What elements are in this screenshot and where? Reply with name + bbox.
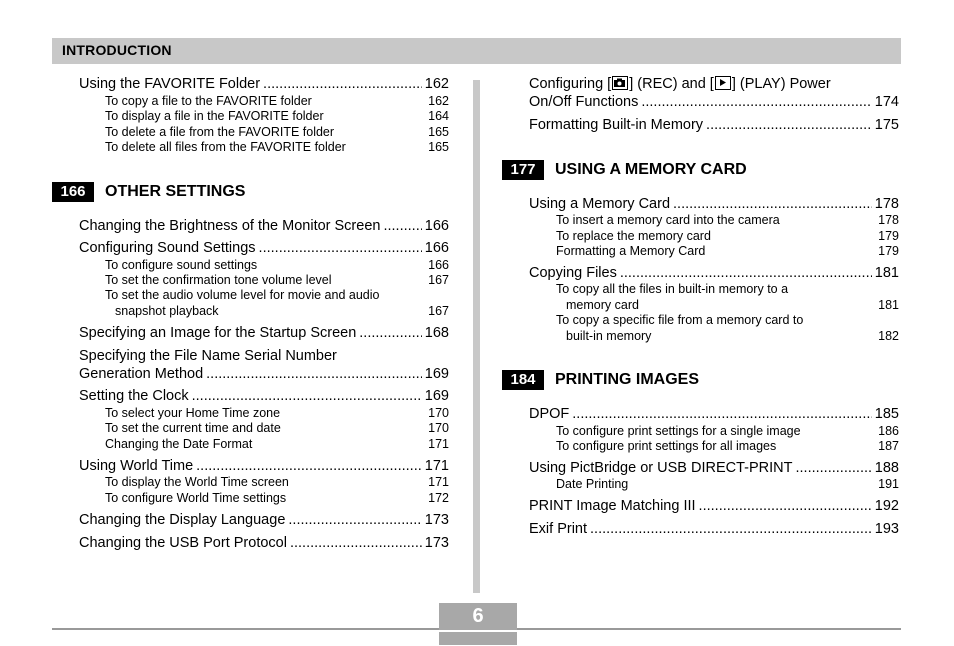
toc-subentry[interactable]: To set the current time and date 170: [105, 421, 449, 435]
column-divider: [473, 80, 480, 593]
toc-subentry[interactable]: To copy a file to the FAVORITE folder 162: [105, 94, 449, 108]
section-printing-images: [502, 370, 699, 390]
toc-entry-print-image-matching[interactable]: PRINT Image Matching III ..... 192: [529, 498, 899, 516]
toc-subentry[interactable]: To delete a file from the FAVORITE folder 165: [105, 125, 449, 139]
toc-subentry[interactable]: To display a file in the FAVORITE folder 164: [105, 109, 449, 123]
toc-entry-serial[interactable]: Generation Method ..... 169: [79, 366, 449, 384]
toc-entry-pictbridge[interactable]: Using PictBridge or USB DIRECT-PRINT ..... 188: [529, 460, 899, 478]
toc-subentry[interactable]: To display the World Time screen 171: [105, 475, 449, 489]
page-number: 6: [439, 603, 517, 630]
toc-entry-usb-protocol[interactable]: Changing the USB Port Protocol ..... 173: [79, 535, 449, 553]
toc-entry-formatting[interactable]: Formatting Built-in Memory ..... 175: [529, 117, 899, 135]
section-page-badge: 166: [52, 182, 94, 202]
toc-subentry-audio-line1[interactable]: To set the audio volume level for movie and audio: [105, 288, 380, 302]
toc-subentry[interactable]: To configure print settings for a single image 186: [556, 424, 899, 438]
toc-subentry[interactable]: To insert a memory card into the camera 178: [556, 213, 899, 227]
section-memory-card: [502, 160, 747, 180]
camera-icon: [612, 76, 628, 90]
toc-subentry[interactable]: Date Printing 191: [556, 477, 899, 491]
section-header-title: INTRODUCTION: [62, 42, 172, 58]
play-icon: [715, 76, 731, 90]
toc-subentry[interactable]: To configure sound settings 166: [105, 258, 449, 272]
toc-entry-sound[interactable]: Configuring Sound Settings ..... 166: [79, 240, 449, 258]
toc-subentry-copy-specific-line1[interactable]: To copy a specific file from a memory card to: [556, 313, 804, 327]
toc-subentry[interactable]: Changing the Date Format 171: [105, 437, 449, 451]
toc-subentry-copy-all-line2[interactable]: memory card 181: [566, 298, 899, 312]
toc-entry-favorite[interactable]: Using the FAVORITE Folder ..... 162: [79, 76, 449, 94]
toc-subentry[interactable]: To delete all files from the FAVORITE folder 165: [105, 140, 449, 154]
toc-entry-dpof[interactable]: DPOF ..... 185: [529, 406, 899, 424]
section-page-badge: 177: [502, 160, 544, 180]
section-page-badge: 184: [502, 370, 544, 390]
toc-subentry[interactable]: Formatting a Memory Card 179: [556, 244, 899, 258]
toc-subentry[interactable]: To select your Home Time zone 170: [105, 406, 449, 420]
section-title: PRINTING IMAGES: [555, 371, 700, 388]
page-number-base: [439, 632, 517, 645]
section-header: [52, 38, 901, 64]
toc-entry-world-time[interactable]: Using World Time ..... 171: [79, 458, 449, 476]
toc-entry-startup[interactable]: Specifying an Image for the Startup Screen ..... 168: [79, 325, 449, 343]
toc-subentry-copy-all-line1[interactable]: To copy all the files in built-in memory to a: [556, 282, 789, 296]
section-other-settings: [52, 182, 245, 202]
toc-subentry-copy-specific-line2[interactable]: built-in memory 182: [566, 329, 899, 343]
toc-subentry[interactable]: To set the confirmation tone volume level 167: [105, 273, 449, 287]
toc-entry-language[interactable]: Changing the Display Language ..... 173: [79, 512, 449, 530]
toc-subentry-audio-line2[interactable]: snapshot playback 167: [115, 304, 449, 318]
toc-subentry[interactable]: To configure print settings for all images 187: [556, 439, 899, 453]
page-number-box: [439, 603, 517, 645]
toc-subentry[interactable]: To configure World Time settings 172: [105, 491, 449, 505]
toc-entry-onoff[interactable]: On/Off Functions ..... 174: [529, 94, 899, 112]
toc-entry-configuring-line1[interactable]: Configuring [ ] (REC) and [ ] (PLAY) Power: [529, 76, 831, 92]
toc-entry-serial-line1[interactable]: Specifying the File Name Serial Number: [79, 348, 337, 364]
toc-entry-exif-print[interactable]: Exif Print ..... 193: [529, 521, 899, 539]
toc-subentry[interactable]: To replace the memory card 179: [556, 229, 899, 243]
section-title: USING A MEMORY CARD: [555, 161, 747, 178]
toc-entry-clock[interactable]: Setting the Clock ..... 169: [79, 388, 449, 406]
section-title: OTHER SETTINGS: [105, 183, 246, 200]
toc-entry-brightness[interactable]: Changing the Brightness of the Monitor Screen ..... 166: [79, 218, 449, 236]
toc-entry-using-memory-card[interactable]: Using a Memory Card ..... 178: [529, 196, 899, 214]
toc-entry-copying-files[interactable]: Copying Files ..... 181: [529, 265, 899, 283]
